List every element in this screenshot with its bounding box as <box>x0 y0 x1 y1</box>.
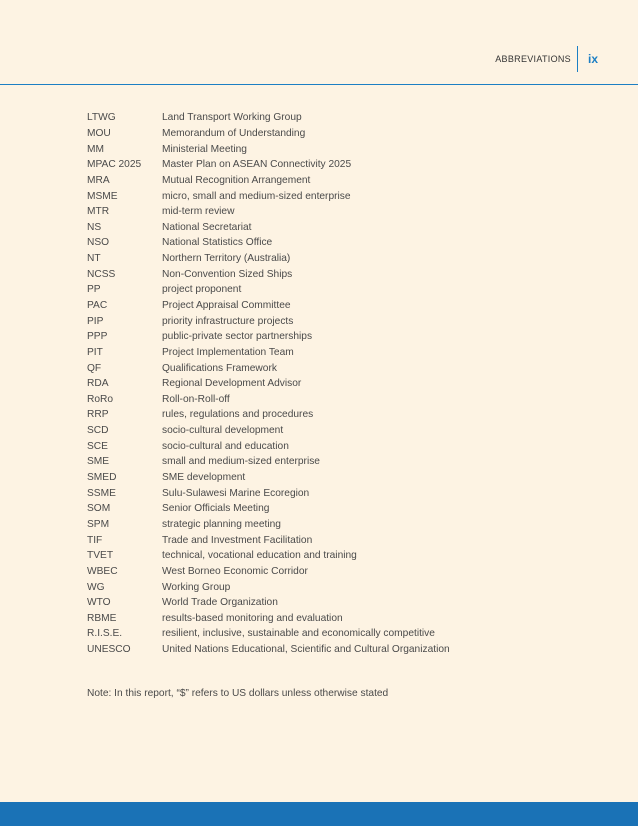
abbreviation-row <box>87 251 587 267</box>
abbreviation-row <box>87 438 587 454</box>
abbreviation-term: SOM <box>87 503 111 515</box>
abbreviation-definition: Land Transport Working Group <box>162 112 302 124</box>
abbreviation-definition: National Statistics Office <box>162 237 273 249</box>
abbreviation-row <box>87 579 587 595</box>
abbreviation-row <box>87 126 587 142</box>
abbreviation-definition: Mutual Recognition Arrangement <box>162 174 311 186</box>
abbreviation-definition: Working Group <box>162 581 231 593</box>
abbreviation-row <box>87 188 587 204</box>
abbreviation-term: SPM <box>87 518 110 530</box>
abbreviation-definition: Northern Territory (Australia) <box>162 253 291 265</box>
abbreviation-row <box>87 204 587 220</box>
page-number: ix <box>588 52 599 66</box>
abbreviation-definition: West Borneo Economic Corridor <box>162 565 308 577</box>
abbreviation-term: RoRo <box>87 393 114 405</box>
abbreviation-term: PPP <box>87 331 108 343</box>
abbreviation-definition: United Nations Educational, Scientific and Cultural Organization <box>162 644 450 656</box>
abbreviation-term: LTWG <box>87 112 116 124</box>
abbreviation-term: PP <box>87 284 101 296</box>
abbreviation-row <box>87 329 587 345</box>
abbreviation-row <box>87 173 587 189</box>
abbreviation-definition: Roll-on-Roll-off <box>162 393 230 405</box>
abbreviation-definition: Memorandum of Understanding <box>162 127 306 139</box>
abbreviation-term: RDA <box>87 378 109 390</box>
abbreviation-row <box>87 345 587 361</box>
abbreviation-row <box>87 626 587 642</box>
abbreviation-definition: Master Plan on ASEAN Connectivity 2025 <box>162 159 352 171</box>
abbreviation-row <box>87 532 587 548</box>
abbreviation-row <box>87 360 587 376</box>
abbreviation-definition: priority infrastructure projects <box>162 315 294 327</box>
abbreviation-term: MRA <box>87 174 110 186</box>
abbreviation-row <box>87 501 587 517</box>
abbreviation-row <box>87 141 587 157</box>
abbreviation-term: MPAC 2025 <box>87 159 142 171</box>
abbreviation-term: PIT <box>87 346 103 358</box>
abbreviation-term: TIF <box>87 534 103 546</box>
abbreviation-row <box>87 110 587 126</box>
abbreviation-row <box>87 485 587 501</box>
abbreviation-definition: Regional Development Advisor <box>162 378 302 390</box>
abbreviation-term: RBME <box>87 612 117 624</box>
abbreviation-definition: National Secretariat <box>162 221 252 233</box>
abbreviation-definition: socio-cultural and education <box>162 440 289 452</box>
abbreviation-term: NS <box>87 221 102 233</box>
abbreviation-definition: socio-cultural development <box>162 425 284 437</box>
abbreviation-definition: Ministerial Meeting <box>162 143 247 155</box>
abbreviation-definition: public-private sector partnerships <box>162 331 313 343</box>
abbreviation-row <box>87 392 587 408</box>
abbreviation-row <box>87 376 587 392</box>
abbreviation-definition: World Trade Organization <box>162 597 278 609</box>
abbreviation-row <box>87 313 587 329</box>
abbreviation-row <box>87 642 587 658</box>
abbreviation-term: WBEC <box>87 565 118 577</box>
abbreviation-term: MTR <box>87 206 110 218</box>
abbreviation-definition: technical, vocational education and training <box>162 550 357 562</box>
abbreviation-definition: rules, regulations and procedures <box>162 409 314 421</box>
abbreviation-row <box>87 157 587 173</box>
abbreviation-row <box>87 454 587 470</box>
abbreviation-row <box>87 407 587 423</box>
abbreviation-row <box>87 298 587 314</box>
abbreviation-term: QF <box>87 362 102 374</box>
abbreviation-term: NT <box>87 253 101 265</box>
abbreviation-row <box>87 470 587 486</box>
abbreviation-definition: Qualifications Framework <box>162 362 277 374</box>
abbreviation-term: RRP <box>87 409 109 421</box>
abbreviation-term: SCE <box>87 440 108 452</box>
header-divider <box>577 46 578 72</box>
abbreviation-term: NCSS <box>87 268 116 280</box>
abbreviation-term: R.I.S.E. <box>87 628 123 640</box>
abbreviation-term: PAC <box>87 300 108 311</box>
abbreviation-definition: Senior Officials Meeting <box>162 503 270 515</box>
abbreviation-term: SCD <box>87 425 109 437</box>
abbreviation-row <box>87 611 587 627</box>
abbreviation-term: SMED <box>87 472 117 484</box>
abbreviation-definition: SME development <box>162 472 246 484</box>
abbreviation-row <box>87 548 587 564</box>
abbreviation-definition: mid-term review <box>162 206 235 218</box>
section-header-label: ABBREVIATIONS <box>495 54 571 64</box>
abbreviation-definition: micro, small and medium-sized enterprise <box>162 190 351 202</box>
footer-bar <box>0 802 638 826</box>
abbreviation-row <box>87 564 587 580</box>
header-rule <box>0 84 638 85</box>
abbreviation-term: NSO <box>87 237 110 249</box>
abbreviation-definition: strategic planning meeting <box>162 518 281 530</box>
abbreviation-term: TVET <box>87 550 114 562</box>
abbreviation-row <box>87 282 587 298</box>
abbreviation-definition: project proponent <box>162 284 242 296</box>
abbreviation-definition: Non-Convention Sized Ships <box>162 268 293 280</box>
abbreviation-row <box>87 595 587 611</box>
abbreviation-row <box>87 517 587 533</box>
abbreviation-row <box>87 219 587 235</box>
abbreviation-term: MSME <box>87 190 118 202</box>
abbreviation-term: MM <box>87 143 104 155</box>
abbreviation-term: MOU <box>87 127 111 139</box>
abbreviations-list <box>87 110 587 657</box>
abbreviation-definition: Project Appraisal Committee <box>162 300 291 311</box>
currency-note: Note: In this report, “$” refers to US dollars unless otherwise stated <box>87 688 389 699</box>
abbreviation-row <box>87 235 587 251</box>
abbreviation-term: WTO <box>87 597 111 609</box>
abbreviation-term: SME <box>87 456 110 468</box>
abbreviation-definition: resilient, inclusive, sustainable and economically competitive <box>162 628 435 640</box>
abbreviation-term: SSME <box>87 487 116 499</box>
abbreviation-term: PIP <box>87 315 104 327</box>
abbreviation-row <box>87 423 587 439</box>
abbreviation-definition: small and medium-sized enterprise <box>162 456 320 468</box>
abbreviation-definition: Trade and Investment Facilitation <box>162 534 313 546</box>
abbreviation-term: UNESCO <box>87 644 131 656</box>
abbreviation-definition: Project Implementation Team <box>162 346 294 358</box>
abbreviation-term: WG <box>87 581 105 593</box>
abbreviation-definition: Sulu-Sulawesi Marine Ecoregion <box>162 487 310 499</box>
abbreviation-definition: results-based monitoring and evaluation <box>162 612 343 624</box>
abbreviation-row <box>87 266 587 282</box>
